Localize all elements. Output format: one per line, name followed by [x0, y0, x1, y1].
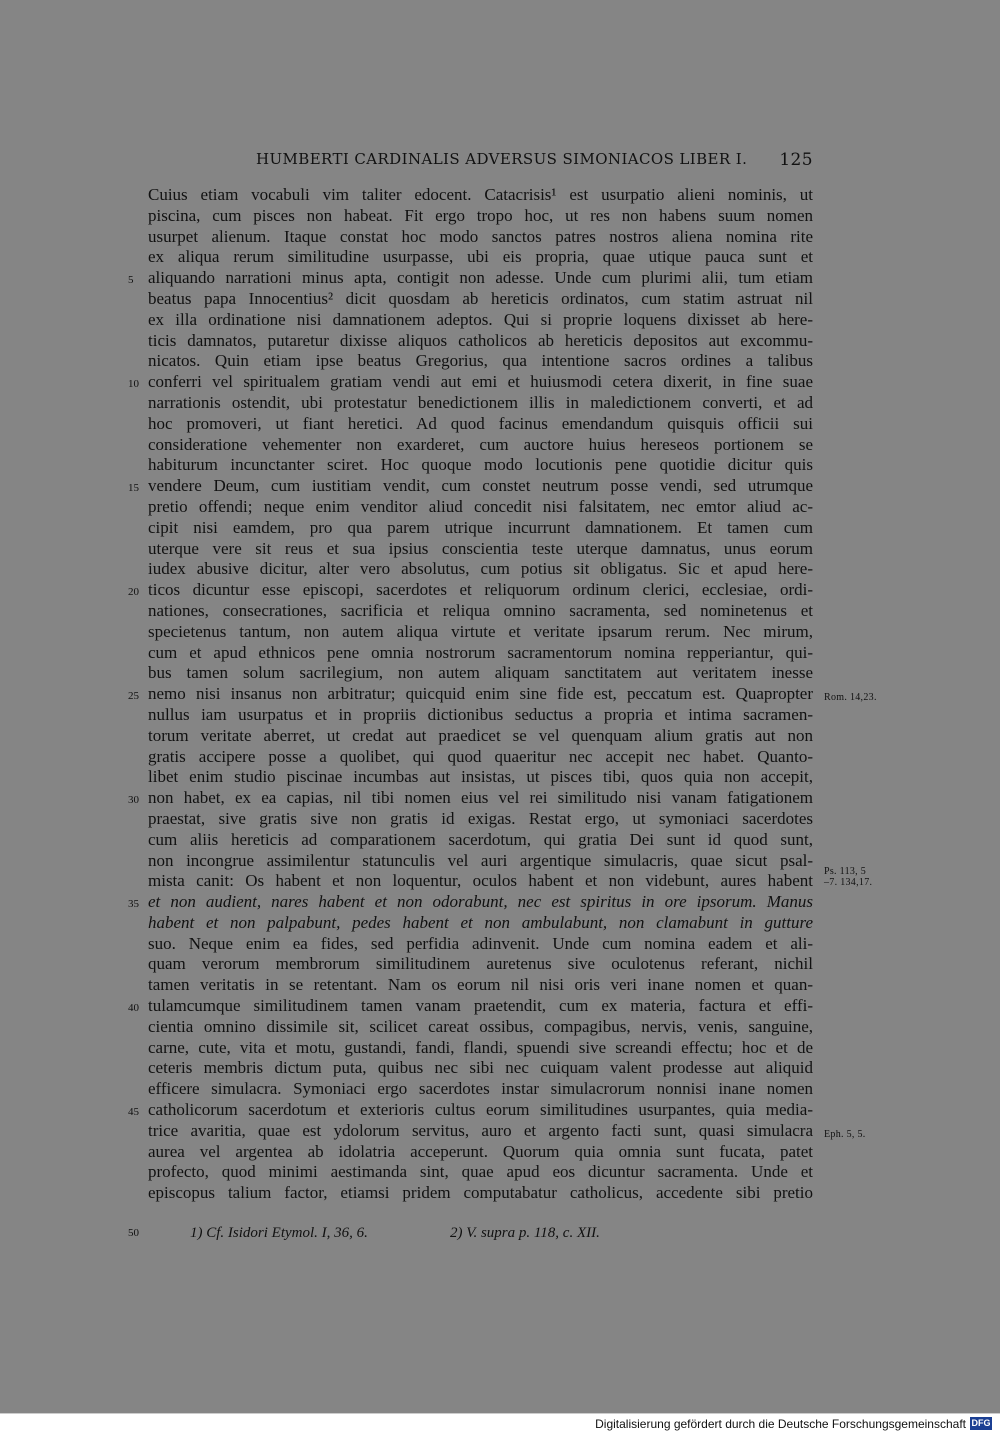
line-text: efficere simulacra. Symoniaci ergo sacerdotes instar simulacrorum nonnisi inane nomen	[148, 1079, 813, 1099]
line-text: iudex abusive dicitur, alter vero absolutus, cum potius sit obligatus. Sic et apud here-	[148, 559, 813, 579]
text-line	[148, 601, 813, 622]
text-line	[128, 580, 813, 601]
text-line	[148, 1142, 813, 1163]
line-number: 30	[128, 794, 139, 807]
line-text: ex illa ordinatione nisi damnationem adeptos. Qui si proprie loquens dixisset ab here-	[148, 309, 813, 329]
text-line	[148, 1120, 866, 1142]
line-text: beatus papa Innocentius² dicit quosdam ab hereticis ordinatos, cum statim astruat nil	[148, 288, 813, 308]
text-line	[148, 331, 813, 352]
text-line	[148, 767, 813, 788]
text-line	[128, 996, 813, 1017]
line-text: ticos dicuntur esse episcopi, sacerdotes et reliquorum ordinum clerici, ecclesiae, ordi-	[148, 580, 813, 600]
line-text: cipit nisi eamdem, pro qua parem utrique incurrunt damnationem. Et tamen cum	[148, 517, 813, 537]
footnote-line-number: 50	[128, 1227, 139, 1239]
line-text: habent et non palpabunt, pedes habent et non ambulabunt, non clamabunt in gutture	[148, 912, 813, 932]
line-text: pretio offendi; neque enim venditor aliud concedit nisi falsitatem, nec emtor aliud ac-	[148, 496, 813, 516]
line-text: non incongrue assimilentur statunculis vel auri argentique simulacris, quae sicut psal-	[148, 850, 813, 870]
text-line	[148, 185, 813, 206]
text-line	[128, 1100, 813, 1121]
footnote-1: 1) Cf. Isidori Etymol. I, 36, 6.	[190, 1225, 368, 1241]
running-title: HUMBERTI CARDINALIS ADVERSUS SIMONIACOS LIBER I.	[256, 150, 748, 168]
text-line	[148, 247, 813, 268]
text-line	[148, 1079, 813, 1100]
text-line	[128, 892, 813, 913]
line-number: 40	[128, 1002, 139, 1015]
text-line	[148, 934, 813, 955]
line-text: habiturum incunctanter sciret. Hoc quoque modo locutionis pene quotidie dicitur quis	[148, 455, 813, 475]
credit-text: Digitalisierung gefördert durch die Deutsche Forschungsgemeinschaft	[595, 1417, 966, 1431]
line-text: usurpet alienum. Itaque constat hoc modo sanctos patres nostros aliena nomina rite	[148, 226, 813, 246]
line-number: 25	[128, 690, 139, 703]
line-text: libet enim studio piscinae incumbas aut insistas, ut pisces tibi, quos quia non accepit,	[148, 767, 813, 787]
line-text: aurea vel argentea ab idolatria acceperunt. Quorum quia omnia sunt fucata, patet	[148, 1141, 813, 1161]
text-line	[148, 1183, 813, 1204]
line-text: praestat, sive gratis sive non gratis id exigas. Restat ergo, ut symoniaci sacerdotes	[148, 808, 813, 828]
line-text: ticis damnatos, putaretur dixisse aliquos catholicos ab hereticis depositos aut excommu-	[148, 330, 813, 350]
line-text: ceteris membris dictum puta, quibus nec sibi nec cuiquam valent prodesse aut aliquid	[148, 1058, 813, 1078]
text-line	[128, 684, 877, 705]
line-text: tamen veritatis in se retentant. Nam os eorum nil nisi oris veri inane nomen et quan-	[148, 975, 813, 995]
line-text: profecto, quod minimi aestimanda sint, quae apud eos dicuntur sacramenta. Unde et	[148, 1162, 813, 1182]
text-line	[148, 643, 813, 664]
line-number: 15	[128, 482, 139, 495]
text-line	[148, 975, 813, 996]
line-text: aliquando narrationi minus apta, contigit non adesse. Unde cum plurimi alii, tum etiam	[148, 268, 813, 288]
text-line	[148, 1017, 813, 1038]
line-text: gratis accipere posse a quolibet, qui quod quaeritur nec accepit nec habet. Quanto-	[148, 746, 813, 766]
text-line	[148, 1038, 813, 1059]
text-line	[148, 393, 813, 414]
line-text: consideratione vehementer non exarderet, cum auctore huius hereseos portionem se	[148, 434, 813, 454]
text-line	[148, 518, 813, 539]
line-text: hoc promoveri, ut fiant heretici. Ad quod facinus emendandum quisquis officii sui	[148, 413, 813, 433]
line-text: piscina, cum pisces non habeat. Fit ergo tropo hoc, ut res non habens suum nomen	[148, 205, 813, 225]
dfg-logo: DFG	[971, 1418, 991, 1428]
line-text: episcopus talium factor, etiamsi pridem computabatur catholicus, accedente sibi pretio	[148, 1183, 813, 1203]
digitization-credit-bar	[0, 1413, 1000, 1434]
margin-reference-text: Ps. 113, 5	[824, 866, 867, 878]
line-text: trice avaritia, quae est ydolorum servitus, auro et argento facti sunt, quasi simulacra	[148, 1120, 813, 1140]
text-line	[148, 1058, 813, 1079]
line-text: nicatos. Quin etiam ipse beatus Gregorius, qua intentione sacros ordines a talibus	[148, 351, 813, 371]
margin-reference-text: Eph. 5, 5.	[824, 1128, 866, 1140]
text-line	[148, 809, 813, 830]
line-text: conferri vel spiritualem gratiam vendi aut emi et huiusmodi cetera dixerit, in fine suae	[148, 372, 813, 392]
line-text: ex aliqua rerum similitudine usurpasse, ubi eis propria, quae utique pauca sunt et	[148, 247, 813, 267]
line-text: Cuius etiam vocabuli vim taliter edocent. Catacrisis¹ est usurpatio alieni nominis, ut	[148, 185, 813, 204]
line-text: uterque vere sit reus et sua ipsius conscientia teste uterque damnatus, unus eorum	[148, 538, 813, 558]
text-line	[148, 954, 813, 975]
line-text: torum veritate aberret, ut credat aut praedicet se vel quenquam alium gratis aut non	[148, 725, 813, 745]
line-text: et non audient, nares habent et non odorabunt, nec est spiritus in ore ipsorum. Manus	[148, 892, 813, 912]
text-line	[128, 268, 813, 289]
line-text: catholicorum sacerdotum et exterioris cultus eorum similitudines usurpantes, quia media-	[148, 1100, 813, 1120]
page-number: 125	[779, 150, 813, 170]
text-line	[148, 414, 813, 435]
line-text: vendere Deum, cum iustitiam vendit, cum constet neutrum posse vendi, sed utrumque	[148, 476, 813, 496]
text-line	[148, 726, 813, 747]
margin-reference	[824, 866, 872, 888]
line-text: bus tamen solum sacrilegium, non autem aliquam sanctitatem aut veritatem inesse	[148, 663, 813, 683]
line-text: nullus iam usurpatus et in propriis dictionibus seductus a propria et intima sacramen-	[148, 704, 813, 724]
text-line	[148, 622, 813, 643]
text-line	[148, 830, 813, 851]
text-line	[148, 310, 813, 331]
margin-reference-text: –7. 134,17.	[824, 877, 873, 889]
text-line	[148, 851, 813, 872]
line-text: cum et apud ethnicos pene omnia nostrorum sacramentorum nomina repperiantur, qui-	[148, 642, 813, 662]
line-text: non habet, ex ea capias, nil tibi nomen eius vel rei similitudo nisi vanam fatigationem	[148, 788, 813, 808]
text-line	[148, 747, 813, 768]
margin-reference	[824, 1125, 866, 1146]
line-number: 45	[128, 1106, 139, 1119]
text-line	[148, 227, 813, 248]
line-text: tulamcumque similitudinem tamen vanam praetendit, cum ex materia, factura et effi-	[148, 996, 813, 1016]
text-line	[128, 788, 813, 809]
footnote-2: 2) V. supra p. 118, c. XII.	[450, 1225, 600, 1241]
margin-reference	[824, 688, 877, 709]
line-text: suo. Neque enim ea fides, sed perfidia adinvenit. Unde cum nomina eadem et ali-	[148, 933, 813, 953]
text-line	[128, 372, 813, 393]
text-line	[128, 476, 813, 497]
text-line	[148, 913, 813, 934]
margin-reference-text: Rom. 14,23.	[824, 692, 877, 704]
line-text: cientia omnino dissimile sit, scilicet careat ossibus, compagibus, nervis, venis, sanguine,	[148, 1016, 813, 1036]
text-line	[148, 866, 873, 892]
text-line	[148, 351, 813, 372]
text-line	[148, 497, 813, 518]
line-number: 5	[128, 274, 134, 287]
text-line	[148, 455, 813, 476]
line-text: mista canit: Os habent et non loquentur, oculos habent et non videbunt, aures habent	[148, 871, 813, 891]
main-text-column	[128, 185, 877, 1204]
line-text: carne, cute, vita et motu, gustandi, fandi, flandi, spuendi sive screandi effectu; hoc et de	[148, 1037, 813, 1057]
text-line	[148, 435, 813, 456]
line-number: 20	[128, 586, 139, 599]
line-number: 35	[128, 898, 139, 911]
line-text: nationes, consecrationes, sacrificia et reliqua omnino sacramenta, sed nominetenus et	[148, 600, 813, 620]
line-number: 10	[128, 378, 139, 391]
line-text: specietenus tantum, non autem aliqua virtute et veritate ipsarum rerum. Nec mirum,	[148, 621, 813, 641]
text-line	[148, 206, 813, 227]
text-line	[148, 289, 813, 310]
line-text: cum aliis hereticis ad comparationem sacerdotum, qui gratia Dei sunt id quod sunt,	[148, 829, 813, 849]
line-text: nemo nisi insanus non arbitratur; quicquid enim sine fide est, peccatum est. Quapropter	[148, 684, 813, 704]
text-line	[148, 705, 813, 726]
line-text: narrationis ostendit, ubi protestatur benedictionem illis in maledictionem converti, et ad	[148, 392, 813, 412]
text-line	[148, 539, 813, 560]
text-line	[148, 663, 813, 684]
text-line	[148, 559, 813, 580]
line-text: quam verorum membrorum similitudinem auretenus sive oculotenus referant, nichil	[148, 954, 813, 974]
text-line	[148, 1162, 813, 1183]
